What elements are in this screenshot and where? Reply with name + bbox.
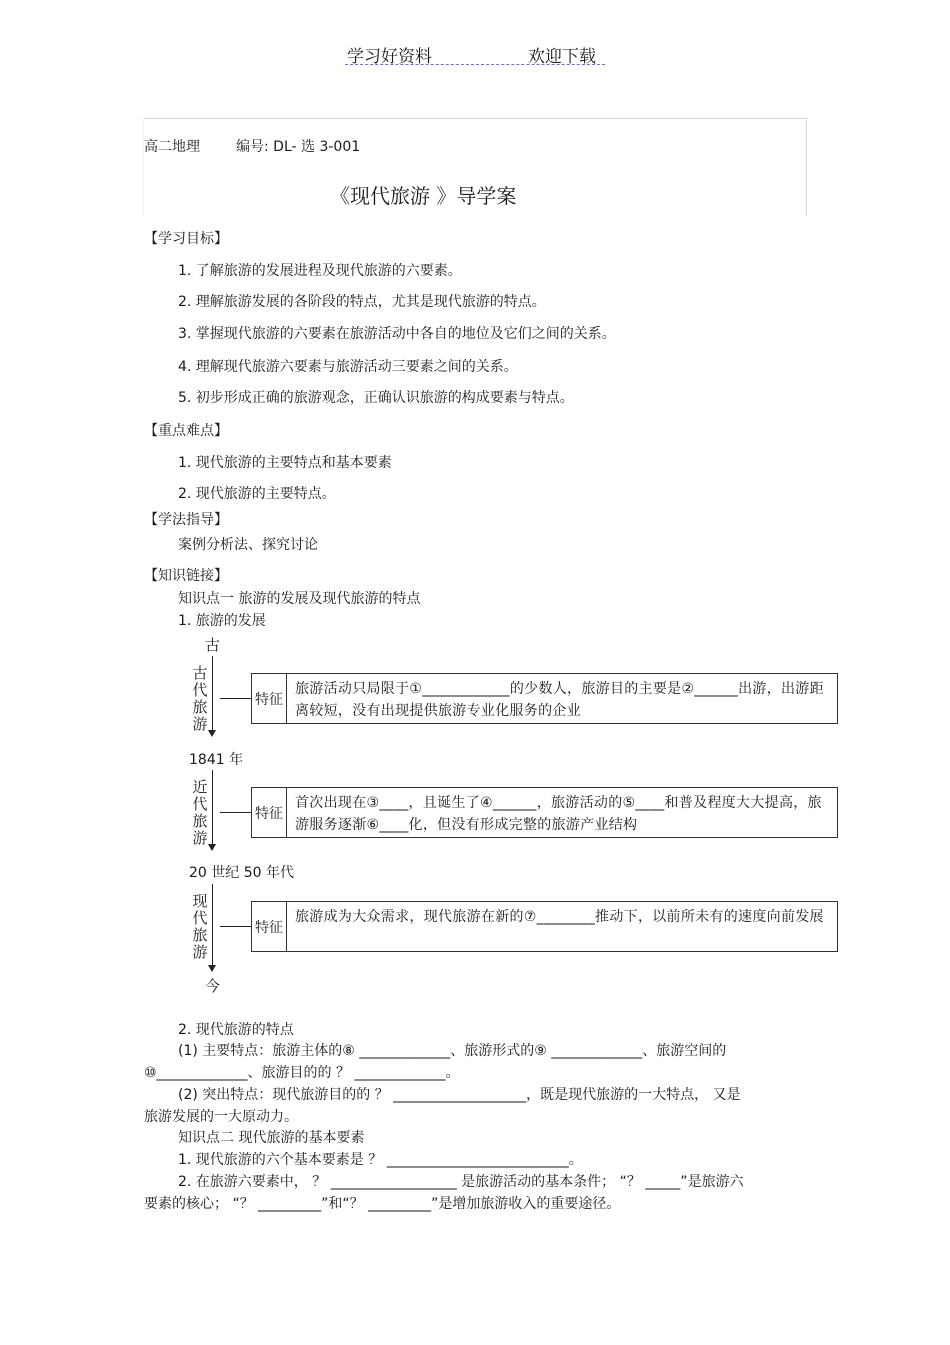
timeline-axis [212,656,213,732]
timeline-end: 今 [205,977,221,995]
connector-line [220,926,251,927]
kp1-line: (1) 主要特点：旅游主体的⑧ _____________、旅游形式的⑨ _____________、旅游空间的 [178,1043,727,1059]
feature-label: 特征 [252,788,287,837]
timeline-start: 古 [205,636,221,654]
section-method: 【学法指导】 [144,512,228,528]
goal-item: 5. 初步形成正确的旅游观念，正确认识旅游的构成要素与特点。 [178,390,574,406]
goal-item: 4. 理解现代旅游六要素与旅游活动三要素之间的关系。 [178,359,518,375]
era-label-contemporary: 现代旅游 [192,892,208,961]
era-label-ancient: 古代旅游 [192,664,208,733]
header-right: 欢迎下载 [528,47,596,67]
timeline-axis [212,884,213,967]
timeline-mark-1950s: 20 世纪 50 年代 [189,865,294,881]
timeline-arrow [208,730,216,737]
header-left: 学习好资料 [347,47,432,67]
kp2-line: 2. 在旅游六要素中， ？ __________________ 是旅游活动的基本条件； “？ _____”是旅游六 [178,1174,744,1190]
feature-label: 特征 [252,674,287,723]
era-label-modern-early: 近代旅游 [192,778,208,847]
feature-label: 特征 [252,902,287,951]
section-goals: 【学习目标】 [144,231,228,247]
key-point-item: 1. 现代旅游的主要特点和基本要素 [178,455,392,471]
era-text-ancient: 旅游活动只局限于①____________的少数人，旅游目的主要是②______出游，出游距离较短，没有出现提供旅游专业化服务的企业 [295,681,824,719]
era-box-contemporary [251,901,838,952]
timeline-arrow [208,844,216,851]
subject-label: 高二地理 [144,139,200,155]
timeline-mark-1841: 1841 年 [189,752,244,768]
kp2-line: 要素的核心； “？ _________”和“？ _________”是增加旅游收入的重要途径。 [144,1196,621,1212]
connector-line [220,698,251,699]
era-box-ancient [251,673,838,724]
goal-item: 1. 了解旅游的发展进程及现代旅游的六要素。 [178,263,462,279]
era-text-contemporary: 旅游成为大众需求，现代旅游在新的⑦________推动下，以前所未有的速度向前发展 [295,909,824,925]
kp1-sub2: 2. 现代旅游的特点 [178,1022,294,1038]
page-title: 《现代旅游 》导学案 [330,184,517,208]
goal-item: 2. 理解旅游发展的各阶段的特点，尤其是现代旅游的特点。 [178,294,546,310]
era-text-modern-early: 首次出现在③____，且诞生了④______，旅游活动的⑤____和普及程度大大提高，旅游服务逐渐⑥____化，但没有形成完整的旅游产业结构 [295,795,822,833]
section-knowledge-link: 【知识链接】 [144,568,228,584]
kp1-sub1: 1. 旅游的发展 [178,613,266,629]
era-box-modern-early [251,787,838,838]
connector-line [220,812,251,813]
kp2-line: 1. 现代旅游的六个基本要素是 ？ __________________________。 [178,1152,583,1168]
kp1-line: ⑩_____________、旅游目的的 ？ _____________。 [144,1065,460,1081]
header-divider [345,64,605,65]
title-frame-left [143,118,144,216]
key-point-item: 2. 现代旅游的主要特点。 [178,486,336,502]
kp1-line: 旅游发展的一大原动力。 [144,1109,298,1125]
timeline-arrow [208,965,216,972]
section-key-points: 【重点难点】 [144,423,228,439]
kp1-title: 知识点一 旅游的发展及现代旅游的特点 [178,591,421,607]
title-frame-top [143,118,807,119]
kp2-title: 知识点二 现代旅游的基本要素 [178,1130,365,1146]
method-text: 案例分析法、探究讨论 [178,537,318,553]
doc-number: 编号: DL- 选 3-001 [236,139,361,155]
title-frame-right [806,118,807,216]
goal-item: 3. 掌握现代旅游的六要素在旅游活动中各自的地位及它们之间的关系。 [178,326,616,342]
timeline-axis [212,770,213,846]
kp1-line: (2) 突出特点：现代旅游目的的 ？ ___________________，既是现代旅游的一大特点， 又是 [178,1087,741,1103]
